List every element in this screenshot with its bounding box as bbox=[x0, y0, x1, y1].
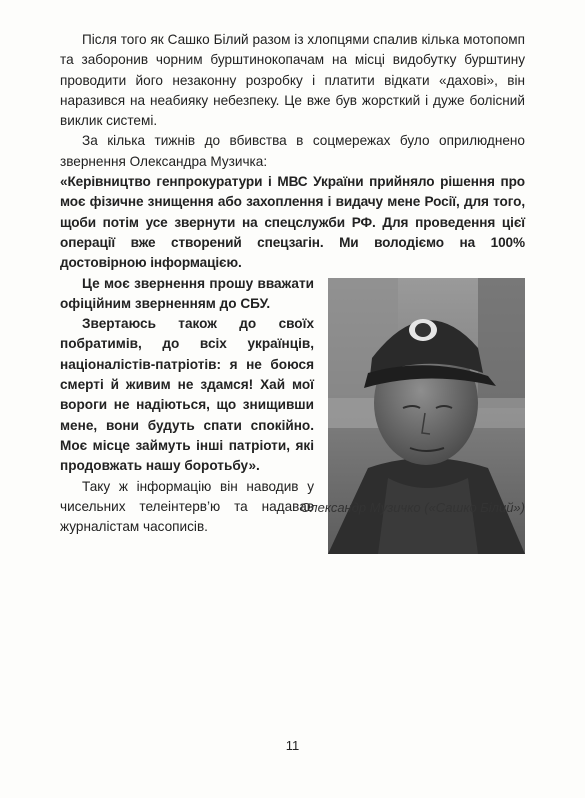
quote-paragraph-1: «Керівництво генпрокуратури і МВС України прийняло рішення про моє фізичне знищення або захоплення і видачу мене Росії, для того, щоби потім усе звернути на спецслужби РФ. Для проведення цієї операції вже створений спецзагін. Ми володіємо на 100% достовірною інформацією. bbox=[60, 174, 525, 271]
article-text bbox=[60, 30, 525, 560]
paragraph-1: Після того як Сашко Білий разом із хлопцями спалив кілька мотопомп та заборонив чорним бурштинокопачам на місці видобутку бурштину проводити його незаконну розробку і платити відкати «дахові», він наразився на неабияку небезпеку. Це вже був жорсткий і дуже болісний виклик системі. bbox=[60, 32, 525, 129]
page-number: 11 bbox=[285, 738, 300, 753]
quote-paragraph-3: Звертаюсь також до своїх побратимів, до всіх українців, націоналістів-патріотів: я не боюся смерті й живим не здамся! Хай мої вороги не надіються, що знищивши мене, вони будуть спати спокійно. Моє місце займуть інші патріоти, які продовжать нашу боротьбу». bbox=[60, 316, 314, 474]
paragraph-2: За кілька тижнів до вбивства в соцмережах було оприлюднено звернення Олександра Музичка: bbox=[60, 133, 525, 169]
quote-paragraph-2: Це моє звернення прошу вважати офіційним зверненням до СБУ. bbox=[60, 275, 314, 311]
paragraph-6: Таку ж інформацію він наводив у чисельних телеінтерв’ю та надавав журналістам часописів. bbox=[60, 478, 314, 535]
photo-caption: Олександр Музичко («Сашко Білий») bbox=[300, 500, 525, 515]
